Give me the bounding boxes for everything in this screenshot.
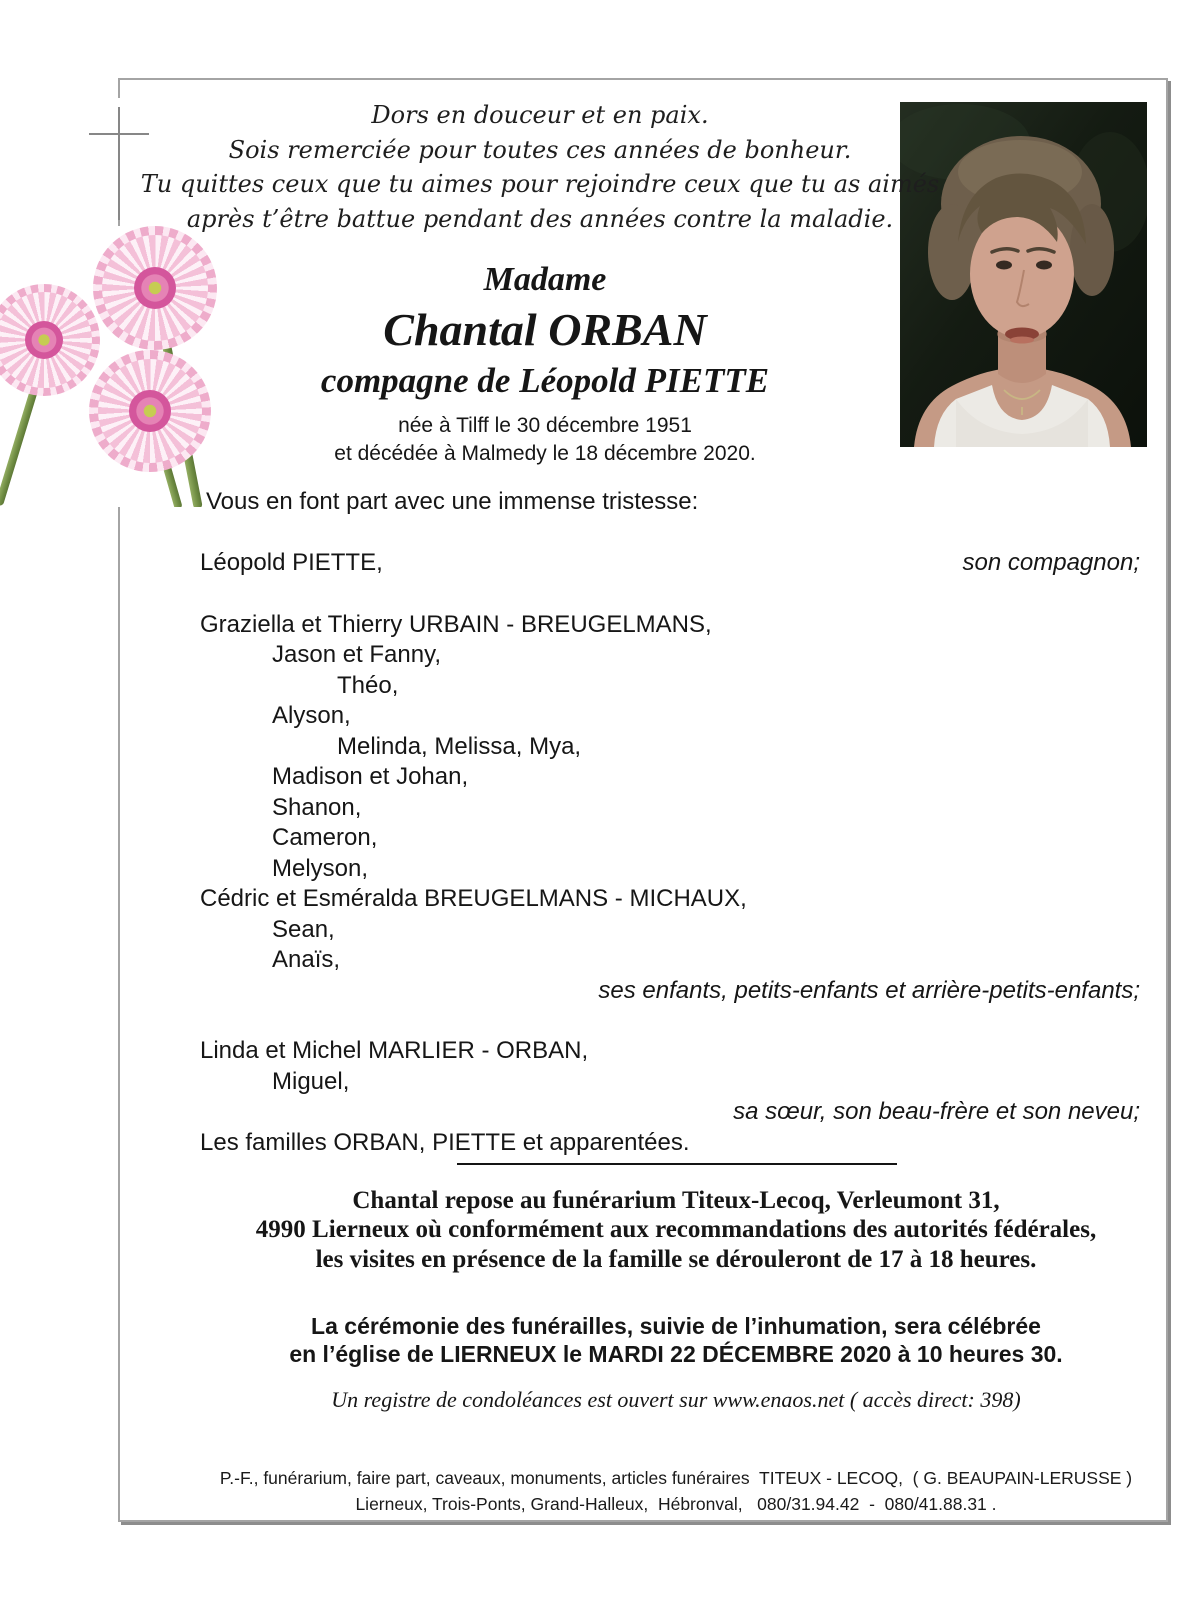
relation-note: ses enfants, petits-enfants et arrière-petits-enfants;	[598, 976, 1140, 1004]
family-member: Melyson,	[272, 854, 369, 882]
border-gap	[115, 98, 123, 107]
family-member: Théo,	[337, 671, 399, 699]
epitaph	[140, 98, 940, 236]
family-member: Linda et Michel MARLIER - ORBAN,	[200, 1037, 589, 1064]
family-member: Jason et Fanny,	[272, 641, 441, 668]
repose-line: les visites en présence de la famille se dérouleront de 17 à 18 heures.	[315, 1245, 1037, 1273]
death-info: et décédée à Malmedy le 18 décembre 2020.	[334, 442, 756, 465]
section-divider	[457, 1163, 897, 1165]
repose-info	[240, 1186, 1112, 1275]
repose-line: Chantal repose au funérarium Titeux-Lecoq, Verleumont 31,	[352, 1186, 1000, 1214]
epitaph-line: après t’être battue pendant des années contre la maladie.	[186, 204, 894, 233]
family-member: Les familles ORBAN, PIETTE et apparentées.	[200, 1128, 690, 1156]
deceased-name: Chantal ORBAN	[383, 304, 707, 355]
relation-note: son compagnon;	[962, 549, 1140, 576]
gerbera-flower	[89, 350, 211, 472]
register-info	[240, 1387, 1112, 1413]
family-member: Graziella et Thierry URBAIN - BREUGELMANS,	[200, 610, 712, 638]
announcement-intro: Vous en font part avec une immense tristesse:	[206, 488, 699, 515]
memorial-cross-icon	[89, 133, 149, 135]
family-member: Miguel,	[272, 1067, 350, 1095]
family-member: Cédric et Esméralda BREUGELMANS - MICHAUX,	[200, 885, 747, 912]
ceremony-info	[240, 1313, 1112, 1368]
family-announcement	[200, 487, 1140, 1158]
family-member: Shanon,	[272, 793, 362, 821]
birth-info: née à Tilff le 30 décembre 1951	[398, 414, 692, 437]
family-member: Léopold PIETTE,	[200, 549, 383, 576]
repose-line: 4990 Lierneux où conformément aux recommandations des autorités fédérales,	[255, 1216, 1097, 1244]
footer-line: Lierneux, Trois-Ponts, Grand-Halleux, Hébronval, 080/31.94.42 - 080/41.88.31 .	[355, 1493, 997, 1514]
gerbera-flower	[93, 226, 217, 350]
epitaph-line: Tu quittes ceux que tu aimes pour rejoindre ceux que tu as aimés	[140, 170, 940, 199]
epitaph-line: Sois remerciée pour toutes ces années de bonheur.	[228, 135, 852, 164]
deceased-titles	[200, 258, 890, 468]
portrait-photo	[900, 102, 1147, 447]
spacer	[200, 1006, 1140, 1036]
deceased-civility: Madame	[483, 261, 607, 298]
family-member: Cameron,	[272, 824, 378, 851]
spacer	[200, 517, 1140, 548]
ceremony-line: en l’église de LIERNEUX le MARDI 22 DÉCEMBRE 2020 à 10 heures 30.	[289, 1340, 1063, 1367]
family-member: Sean,	[272, 915, 335, 943]
family-member: Melinda, Melissa, Mya,	[337, 732, 582, 760]
family-member: Alyson,	[272, 702, 351, 729]
relation-note: sa sœur, son beau-frère et son neveu;	[733, 1098, 1140, 1125]
family-member: Anaïs,	[272, 946, 341, 973]
gerbera-flower	[0, 284, 100, 396]
deceased-relation: compagne de Léopold PIETTE	[320, 361, 770, 400]
ceremony-line: La cérémonie des funérailles, suivie de l’inhumation, sera célébrée	[311, 1313, 1041, 1340]
family-member: Madison et Johan,	[272, 763, 469, 790]
spacer	[200, 579, 1140, 610]
register-line: Un registre de condoléances est ouvert sur www.enaos.net ( accès direct: 398)	[331, 1387, 1021, 1412]
memorial-cross-icon	[118, 107, 120, 220]
footer-line: P.-F., funérarium, faire part, caveaux, monuments, articles funéraires TITEUX - LECOQ, ( G. BEAUPAIN-LERUSSE )	[219, 1468, 1133, 1489]
funeral-home-footer	[219, 1466, 1133, 1517]
epitaph-line: Dors en douceur et en paix.	[371, 101, 709, 130]
